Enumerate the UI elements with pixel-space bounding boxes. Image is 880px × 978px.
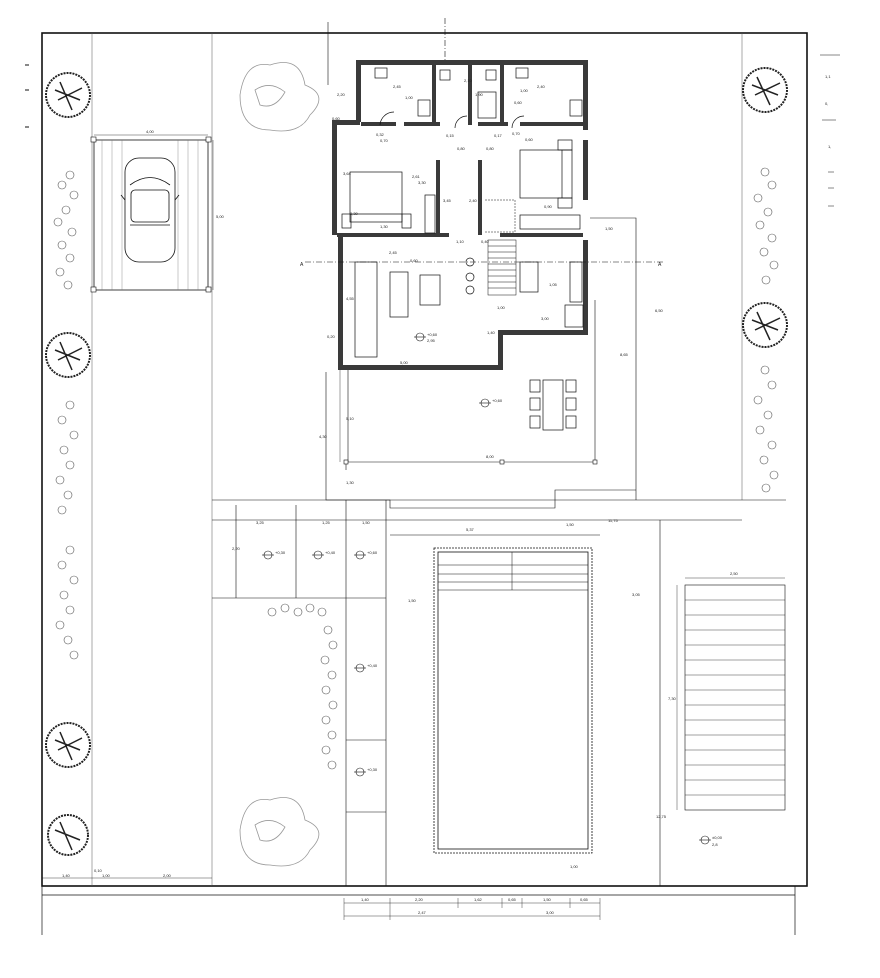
shrubs-planter-side [321,626,337,769]
svg-text:1,50: 1,50 [408,598,416,603]
svg-text:1,90: 1,90 [475,92,483,97]
tree-outline-bottom [240,798,319,867]
plot-boundary [42,33,807,886]
svg-text:0,17: 0,17 [494,133,502,138]
pool-deck [677,578,785,810]
svg-text:5,10: 5,10 [346,416,354,421]
svg-text:2,20: 2,20 [232,546,240,551]
svg-text:1,50: 1,50 [362,520,370,525]
svg-text:11,75: 11,75 [608,518,618,523]
shrubs-left-low [56,546,78,659]
svg-text:8,65: 8,65 [620,352,628,357]
svg-text:+0,30: +0,30 [275,550,286,555]
terrace-dimensions [319,370,503,485]
right-note-1: 1,1 [825,74,831,79]
svg-text:1,40: 1,40 [361,897,369,902]
svg-text:2,20: 2,20 [337,92,345,97]
svg-text:2,95: 2,95 [427,338,435,343]
svg-text:0,15: 0,15 [446,133,454,138]
svg-text:0,30: 0,30 [350,211,358,216]
tree-outline-top [240,63,319,132]
svg-text:2,40: 2,40 [537,84,545,89]
svg-text:0,90: 0,90 [544,204,552,209]
svg-text:2,45: 2,45 [393,84,401,89]
svg-text:0,60: 0,60 [332,116,340,121]
left-margin-ticks [25,65,29,127]
tree-left-2 [46,333,90,377]
staircase [485,200,516,295]
svg-text:1,50: 1,50 [566,522,574,527]
svg-text:2,45: 2,45 [389,250,397,255]
pool [434,548,592,853]
svg-text:2,20: 2,20 [415,897,423,902]
svg-text:+0,30: +0,30 [367,767,378,772]
svg-text:±0,00: ±0,00 [712,835,722,840]
right-margin-notes [820,55,840,206]
tree-right-2 [743,303,787,347]
tree-symbols [46,63,787,867]
svg-text:5,37: 5,37 [466,527,474,532]
svg-text:5,00: 5,00 [400,360,408,365]
svg-text:0,60: 0,60 [525,137,533,142]
svg-text:3,05: 3,05 [632,592,640,597]
svg-text:1,00: 1,00 [497,305,505,310]
svg-text:1,10: 1,10 [456,239,464,244]
svg-text:0,80: 0,80 [486,146,494,151]
svg-text:1,00: 1,00 [102,873,110,878]
svg-text:2,61: 2,61 [412,174,420,179]
right-note-2: 0, [825,101,829,106]
svg-text:+0,60: +0,60 [492,398,503,403]
tree-left-1 [46,73,90,117]
svg-text:1,00: 1,00 [570,864,578,869]
svg-text:2,50: 2,50 [730,571,738,576]
parking-width-label: 4,00 [146,129,154,134]
lower-level-markers [262,550,723,847]
tree-left-4 [48,815,88,855]
car-symbol [121,158,179,262]
svg-text:4,30: 4,30 [319,434,327,439]
shrubs-right-mid [754,366,778,492]
svg-text:1,40: 1,40 [487,330,495,335]
bottom-dimension-rows [344,898,600,920]
svg-text:2,00: 2,00 [163,873,171,878]
svg-text:0,32: 0,32 [376,132,384,137]
bedroom-right [520,140,580,229]
svg-text:3,25: 3,25 [256,520,264,525]
svg-text:2,47: 2,47 [418,910,426,915]
house-level-marker [414,332,438,343]
lower-yard-lines [212,500,786,886]
svg-text:0,70: 0,70 [512,131,520,136]
svg-text:+0,40: +0,40 [367,663,378,668]
svg-text:12,75: 12,75 [656,814,667,819]
svg-text:1,30: 1,30 [346,480,354,485]
shrubs-right-top [754,168,778,284]
svg-text:2,8: 2,8 [712,842,718,847]
dining-set [530,380,576,430]
svg-text:0,20: 0,20 [327,334,335,339]
svg-text:4,55: 4,55 [346,296,354,301]
svg-text:3,00: 3,00 [541,316,549,321]
svg-text:1,00: 1,00 [405,95,413,100]
svg-text:1,50: 1,50 [605,226,613,231]
house-dimensions [327,78,664,365]
section-marker-left: A [300,262,304,268]
lower-dimensions [232,518,739,869]
svg-text:3,64: 3,64 [343,171,351,176]
svg-text:0,80: 0,80 [457,146,465,151]
tree-left-3 [46,723,90,767]
tree-right-1 [743,68,787,112]
parking-depth-label: 5,00 [216,214,224,219]
svg-text:3,00: 3,00 [546,910,554,915]
svg-text:1,50: 1,50 [543,897,551,902]
shrubs-left-top [54,171,78,289]
shrubs-planter-top [268,604,326,616]
shrubs-left-mid [56,401,78,514]
svg-text:1,30: 1,30 [380,224,388,229]
bottom-dimension-labels [361,897,589,915]
svg-text:0,65: 0,65 [580,897,588,902]
svg-text:3,30: 3,30 [418,180,426,185]
section-marker-right: A [658,262,662,268]
svg-text:1,00: 1,00 [520,88,528,93]
svg-text:7,30: 7,30 [668,696,676,701]
svg-text:1,05: 1,05 [549,282,557,287]
svg-text:1,62: 1,62 [474,897,482,902]
terrace [326,218,636,508]
svg-text:0,60: 0,60 [514,100,522,105]
svg-text:0,70: 0,70 [380,138,388,143]
svg-text:+0,60: +0,60 [367,550,378,555]
svg-text:0,65: 0,65 [508,897,516,902]
svg-text:8,00: 8,00 [486,454,494,459]
svg-text:0,60: 0,60 [410,258,418,263]
svg-text:3,45: 3,45 [443,198,451,203]
svg-text:+0,40: +0,40 [325,550,336,555]
svg-text:1,25: 1,25 [322,520,330,525]
parking-area [91,129,225,292]
living-furniture [355,258,583,357]
svg-text:0,10: 0,10 [94,868,102,873]
svg-text:2,40: 2,40 [469,198,477,203]
svg-text:2,10: 2,10 [464,78,472,83]
svg-text:0,40: 0,40 [481,239,489,244]
svg-text:1,40: 1,40 [62,873,70,878]
svg-text:6,50: 6,50 [655,308,663,313]
right-note-3: 1, [828,144,832,149]
svg-text:+0,60: +0,60 [427,332,438,337]
plot-bottom-dimensions [42,868,258,886]
